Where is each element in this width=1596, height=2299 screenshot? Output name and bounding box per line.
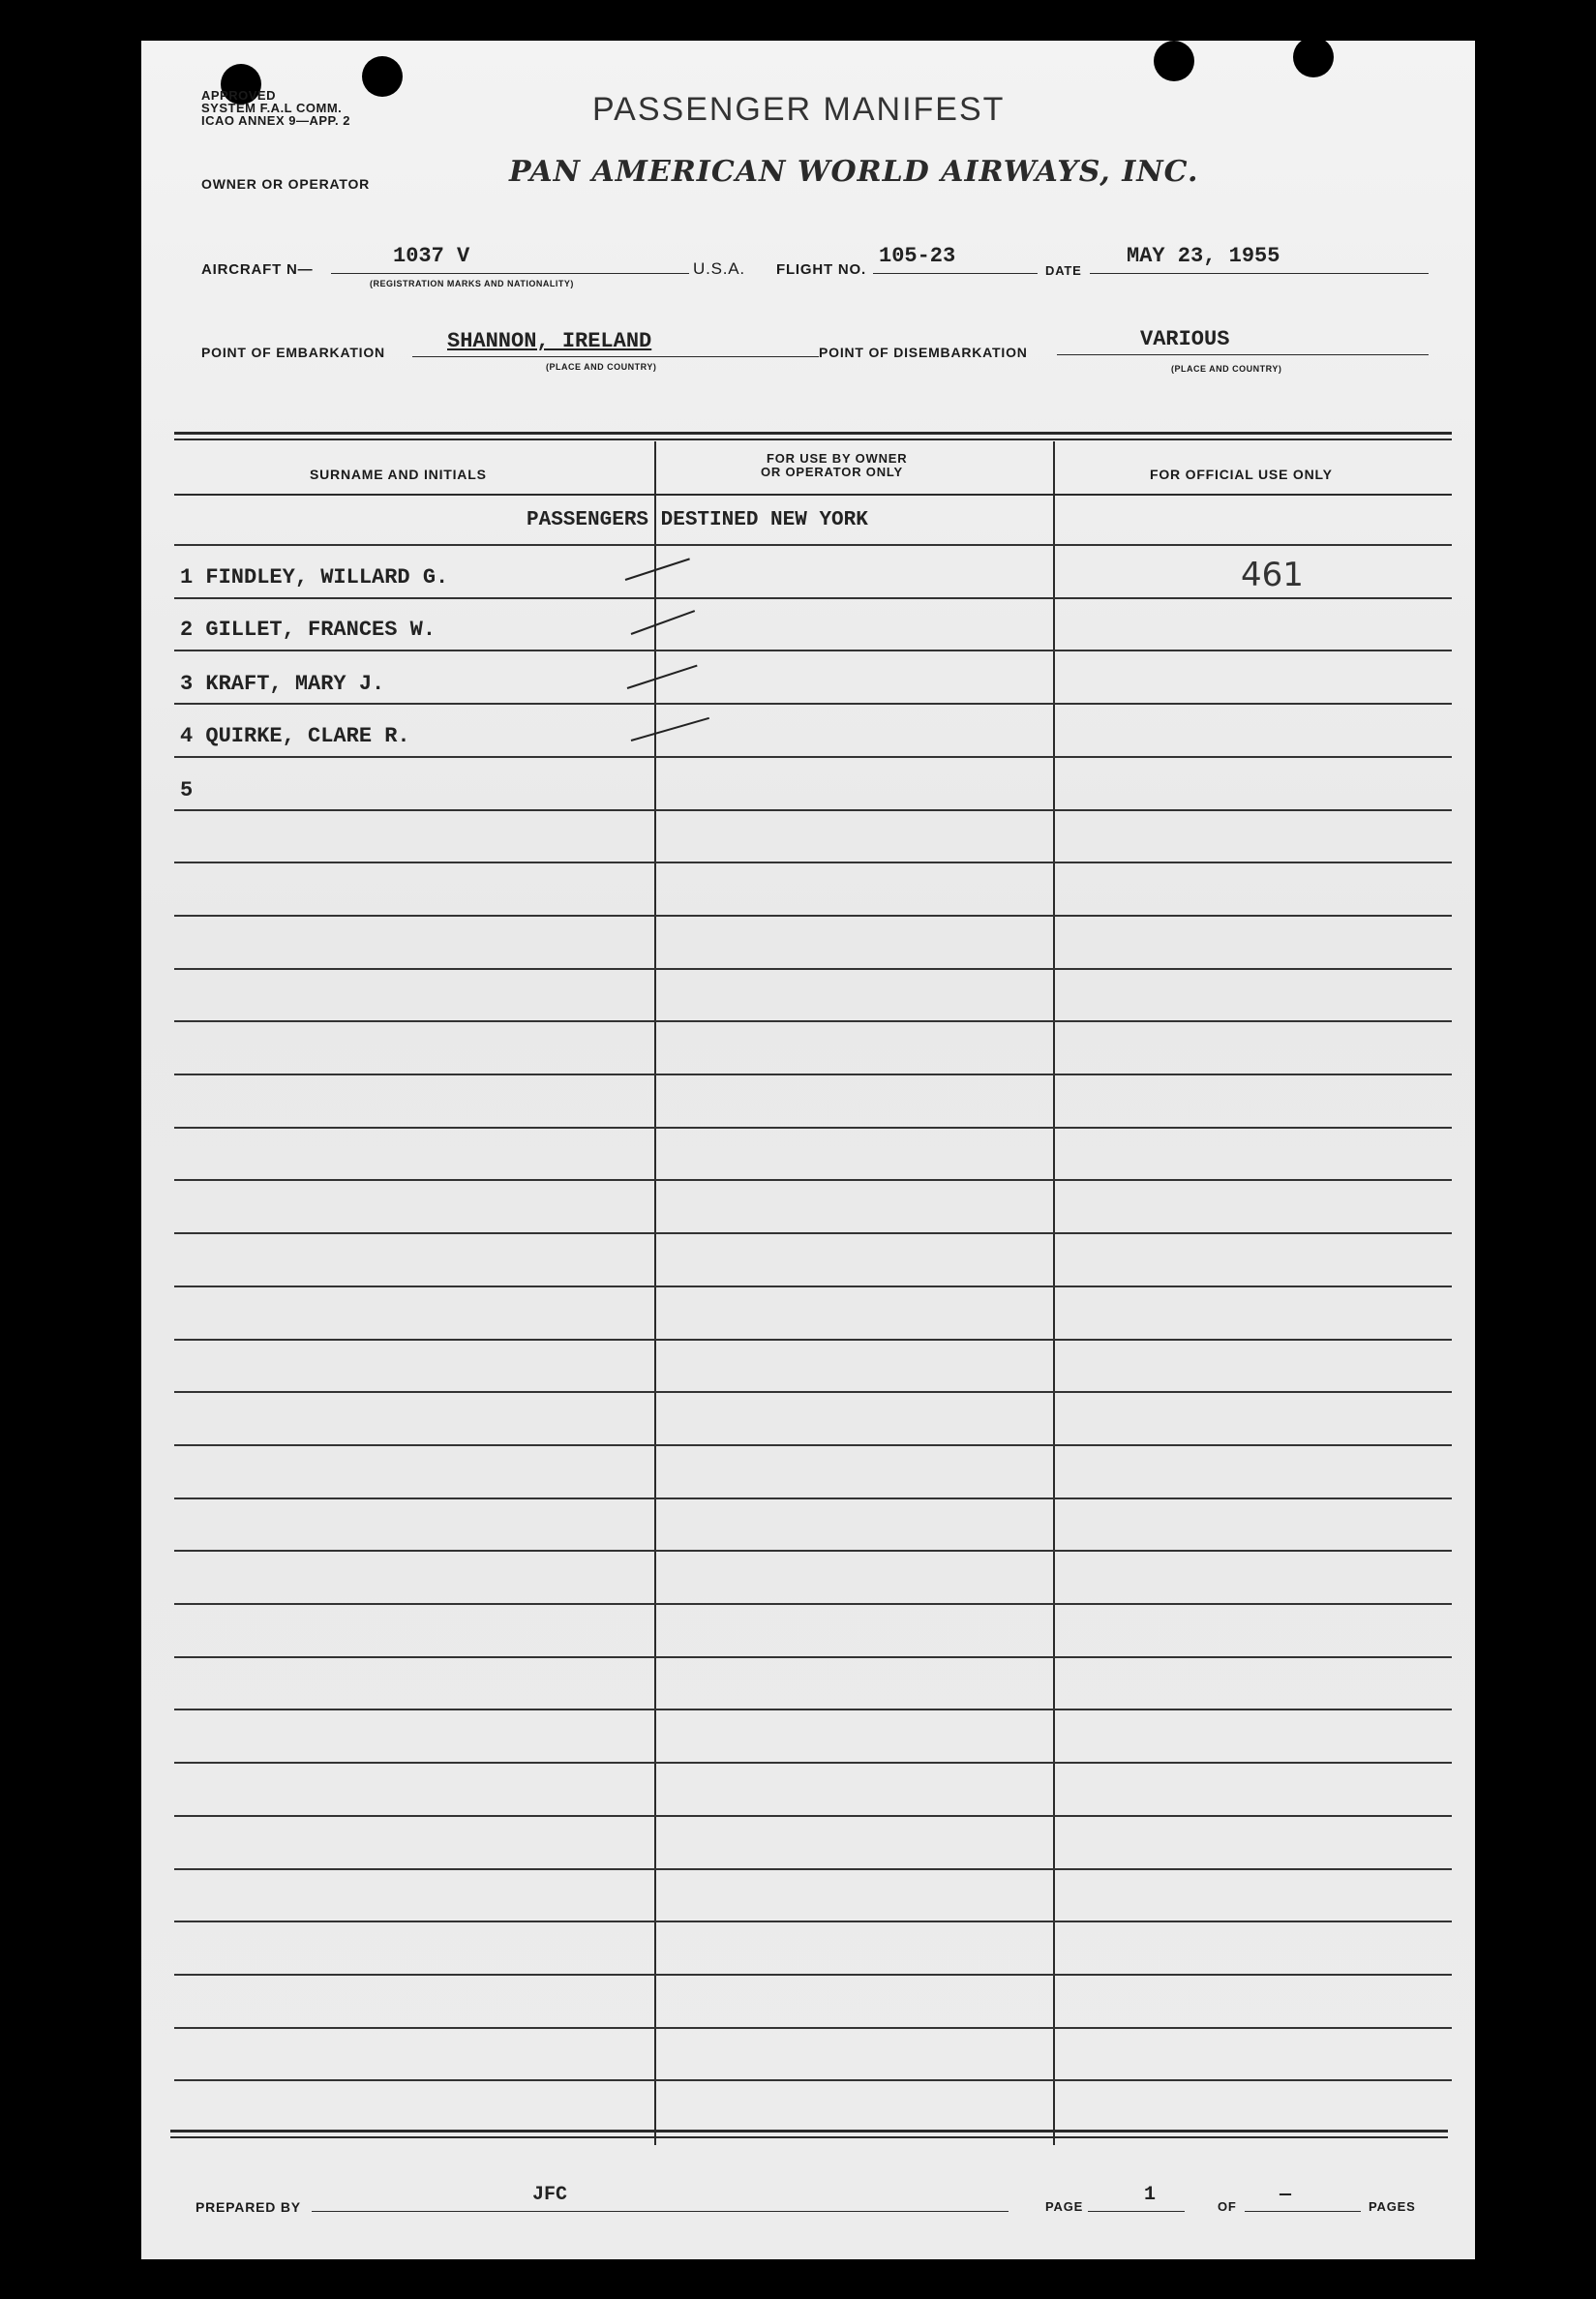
table-row-line: [174, 1497, 1452, 1499]
table-row-line: [174, 756, 1452, 758]
table-row-line: [174, 544, 1452, 546]
table-row-line: [174, 1921, 1452, 1922]
flight-value: 105-23: [879, 244, 956, 268]
table-row-line: [174, 915, 1452, 917]
table-row-line: [174, 809, 1452, 811]
table-row-line: [174, 1815, 1452, 1817]
table-row-line: [174, 2079, 1452, 2081]
punch-hole: [1293, 37, 1334, 77]
aircraft-label: AIRCRAFT N—: [201, 261, 314, 278]
disembarkation-caption: (PLACE AND COUNTRY): [1171, 364, 1282, 374]
check-mark: [625, 558, 690, 581]
table-row-line: [174, 1656, 1452, 1658]
passenger-name: 3 KRAFT, MARY J.: [180, 672, 385, 696]
table-row-line: [174, 1709, 1452, 1710]
registration-caption: (REGISTRATION MARKS AND NATIONALITY): [370, 279, 574, 288]
embarkation-underline: [412, 356, 819, 357]
table-row-line: [174, 703, 1452, 705]
approval-line: SYSTEM F.A.L COMM.: [201, 101, 343, 115]
country-label: U.S.A.: [693, 259, 745, 278]
table-row-line: [174, 1391, 1452, 1393]
table-row-line: [174, 1762, 1452, 1764]
prepared-by-value: JFC: [532, 2184, 568, 2206]
table-row-line: [174, 1550, 1452, 1552]
page-underline: [1088, 2211, 1185, 2212]
page-label: PAGE: [1045, 2199, 1084, 2214]
aircraft-underline: [331, 273, 689, 274]
table-row-line: [174, 1444, 1452, 1446]
table-row-line: [174, 1127, 1452, 1129]
company-name: PAN AMERICAN WORLD AIRWAYS, INC.: [509, 155, 1199, 189]
column-divider: [654, 441, 656, 2145]
punch-hole: [362, 56, 403, 97]
date-value: MAY 23, 1955: [1127, 244, 1280, 268]
passenger-name: 2 GILLET, FRANCES W.: [180, 618, 437, 642]
disembarkation-label: POINT OF DISEMBARKATION: [819, 345, 1028, 360]
column-header-surname: SURNAME AND INITIALS: [310, 467, 487, 482]
embarkation-label: POINT OF EMBARKATION: [201, 345, 385, 360]
page-title: PASSENGER MANIFEST: [592, 91, 1006, 128]
column-header-owner: FOR USE BY OWNER: [767, 451, 908, 466]
column-header-official: FOR OFFICIAL USE ONLY: [1150, 467, 1333, 482]
date-label: DATE: [1045, 263, 1082, 278]
official-number: 461: [1241, 556, 1304, 594]
passenger-name: 5: [180, 778, 194, 802]
table-row-line: [174, 1339, 1452, 1341]
embarkation-caption: (PLACE AND COUNTRY): [546, 362, 657, 372]
table-row-line: [174, 650, 1452, 651]
manifest-sheet: [141, 41, 1475, 2259]
page-value: 1: [1144, 2184, 1157, 2206]
passenger-name: 1 FINDLEY, WILLARD G.: [180, 565, 449, 590]
check-mark: [631, 717, 709, 741]
check-mark: [631, 610, 695, 635]
prepared-label: PREPARED BY: [196, 2199, 301, 2215]
passenger-name: 4 QUIRKE, CLARE R.: [180, 724, 410, 748]
approval-line: ICAO ANNEX 9—APP. 2: [201, 113, 350, 128]
date-underline: [1090, 273, 1429, 274]
table-row-line: [174, 1074, 1452, 1075]
punch-hole: [1154, 41, 1194, 81]
aircraft-value: 1037 V: [393, 244, 470, 268]
of-underline: [1245, 2211, 1361, 2212]
table-row-line: [174, 1974, 1452, 1976]
column-divider: [1053, 441, 1055, 2145]
prepared-underline: [312, 2211, 1009, 2212]
table-row-line: [174, 1179, 1452, 1181]
group-heading: PASSENGERS DESTINED NEW YORK: [527, 509, 868, 531]
disembarkation-underline: [1057, 354, 1429, 355]
of-value: —: [1280, 2184, 1292, 2206]
table-bottom-rule: [170, 2130, 1448, 2133]
table-row-line: [174, 1020, 1452, 1022]
flight-underline: [873, 273, 1038, 274]
table-row-line: [174, 862, 1452, 863]
table-row-line: [174, 968, 1452, 970]
disembarkation-value: VARIOUS: [1140, 327, 1230, 351]
approval-line: APPROVED: [201, 88, 276, 103]
table-row-line: [174, 2027, 1452, 2029]
table-row-line: [174, 597, 1452, 599]
owner-label: OWNER OR OPERATOR: [201, 176, 371, 192]
embarkation-value: SHANNON, IRELAND: [447, 329, 652, 353]
of-label: OF: [1218, 2199, 1237, 2214]
flight-label: FLIGHT NO.: [776, 261, 866, 278]
pages-label: PAGES: [1369, 2199, 1416, 2214]
table-row-line: [174, 1232, 1452, 1234]
check-mark: [627, 665, 698, 689]
header-rule: [174, 494, 1452, 496]
column-header-owner: OR OPERATOR ONLY: [761, 465, 903, 479]
table-top-rule: [174, 439, 1452, 440]
table-top-rule: [174, 432, 1452, 435]
table-row-line: [174, 1286, 1452, 1287]
table-row-line: [174, 1868, 1452, 1870]
table-row-line: [174, 1603, 1452, 1605]
table-bottom-rule: [170, 2136, 1448, 2138]
